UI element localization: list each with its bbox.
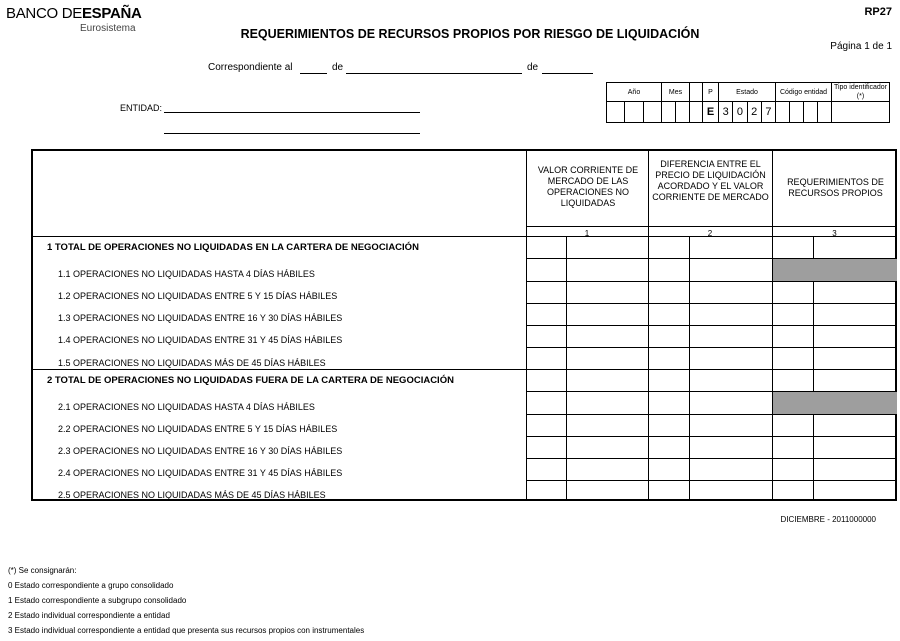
row-label: 2 TOTAL DE OPERACIONES NO LIQUIDADAS FUERA DE LA CARTERA DE NEGOCIACIÓN — [47, 375, 454, 386]
state-digit: 0 — [733, 102, 747, 123]
p-value: E — [703, 102, 719, 123]
row-label: 1.5 OPERACIONES NO LIQUIDADAS MÁS DE 45 DÍAS HÁBILES — [58, 358, 326, 368]
row-label: 1 TOTAL DE OPERACIONES NO LIQUIDADAS EN LA CARTERA DE NEGOCIACIÓN — [47, 242, 419, 253]
month-cell[interactable] — [676, 102, 690, 123]
row-label: 1.1 OPERACIONES NO LIQUIDADAS HASTA 4 DÍAS HÁBILES — [58, 269, 315, 279]
row-label: 2.3 OPERACIONES NO LIQUIDADAS ENTRE 16 Y 30 DÍAS HÁBILES — [58, 446, 343, 456]
row-label: 1.4 OPERACIONES NO LIQUIDADAS ENTRE 31 Y 45 DÍAS HÁBILES — [58, 335, 343, 345]
day-field[interactable] — [300, 73, 327, 74]
year-cell[interactable] — [643, 102, 661, 123]
entity-code-header: Código entidad — [776, 83, 832, 102]
row-label: 2.2 OPERACIONES NO LIQUIDADAS ENTRE 5 Y 15 DÍAS HÁBILES — [58, 424, 338, 434]
entity-code-cell[interactable] — [776, 102, 790, 123]
p-header: P — [703, 83, 719, 102]
note-item: 1 Estado correspondiente a subgrupo consolidado — [8, 596, 187, 605]
de-label-1: de — [332, 62, 344, 73]
year-cell[interactable] — [607, 102, 625, 123]
shaded-cell — [773, 259, 897, 281]
id-type-cell[interactable] — [832, 102, 890, 123]
entity-code-cell[interactable] — [818, 102, 832, 123]
id-grid — [606, 82, 890, 123]
page-title: REQUERIMIENTOS DE RECURSOS PROPIOS POR RIESGO DE LIQUIDACIÓN — [240, 27, 700, 41]
date-code: DICIEMBRE - 2011000000 — [780, 515, 876, 524]
logo-subtitle: Eurosistema — [80, 23, 136, 34]
year-field[interactable] — [542, 73, 593, 74]
col-header-market-value: VALOR CORRIENTE DE MERCADO DE LAS OPERACIONES NO LIQUIDADAS — [537, 165, 639, 208]
row-label: 1.3 OPERACIONES NO LIQUIDADAS ENTRE 16 Y 30 DÍAS HÁBILES — [58, 313, 343, 323]
year-header: Año — [607, 83, 662, 102]
note-item: 0 Estado correspondiente a grupo consolidado — [8, 581, 174, 590]
row-label: 2.1 OPERACIONES NO LIQUIDADAS HASTA 4 DÍAS HÁBILES — [58, 402, 315, 412]
year-cell[interactable] — [625, 102, 643, 123]
row-label: 2.5 OPERACIONES NO LIQUIDADAS MÁS DE 45 DÍAS HÁBILES — [58, 490, 326, 500]
month-cell[interactable] — [662, 102, 676, 123]
logo-brand-bold: ESPAÑA — [81, 5, 142, 22]
entity-code-cell[interactable] — [804, 102, 818, 123]
state-digit: 3 — [719, 102, 733, 123]
note-item: 2 Estado individual correspondiente a entidad — [8, 611, 170, 620]
form-code: RP27 — [864, 6, 892, 18]
note-item: 3 Estado individual correspondiente a entidad que presenta sus recursos propios con instrumentales — [8, 626, 365, 635]
de-label-2: de — [527, 62, 539, 73]
row-label: 2.4 OPERACIONES NO LIQUIDADAS ENTRE 31 Y 45 DÍAS HÁBILES — [58, 468, 343, 478]
col-header-requirements: REQUERIMIENTOS DE RECURSOS PROPIOS — [787, 177, 884, 198]
main-table — [31, 149, 897, 501]
note-title: (*) Se consignarán: — [8, 566, 77, 575]
state-header: Estado — [719, 83, 776, 102]
col-number-2: 2 — [707, 229, 713, 238]
state-digit: 2 — [747, 102, 761, 123]
month-header: Mes — [662, 83, 690, 102]
corresp-label: Correspondiente al — [208, 62, 293, 73]
state-digit: 7 — [761, 102, 775, 123]
col-header-price-difference: DIFERENCIA ENTRE EL PRECIO DE LIQUIDACIÓN ACORDADO Y EL VALOR CORRIENTE DE MERCADO — [652, 159, 769, 202]
entity-code-cell[interactable] — [790, 102, 804, 123]
entity-label: ENTIDAD: — [120, 103, 163, 113]
entity-field-2[interactable] — [164, 133, 420, 134]
shaded-cell — [773, 392, 897, 414]
month-field[interactable] — [346, 73, 522, 74]
col-number-3: 3 — [832, 229, 837, 238]
bank-logo — [6, 5, 142, 22]
entity-field-1[interactable] — [164, 112, 420, 113]
row-label: 1.2 OPERACIONES NO LIQUIDADAS ENTRE 5 Y 15 DÍAS HÁBILES — [58, 291, 338, 301]
page-number: Página 1 de 1 — [830, 41, 892, 52]
logo-brand-light: BANCO DE — [6, 5, 82, 22]
id-type-header: Tipo identificador (*) — [832, 83, 890, 102]
col-number-1: 1 — [584, 229, 590, 238]
